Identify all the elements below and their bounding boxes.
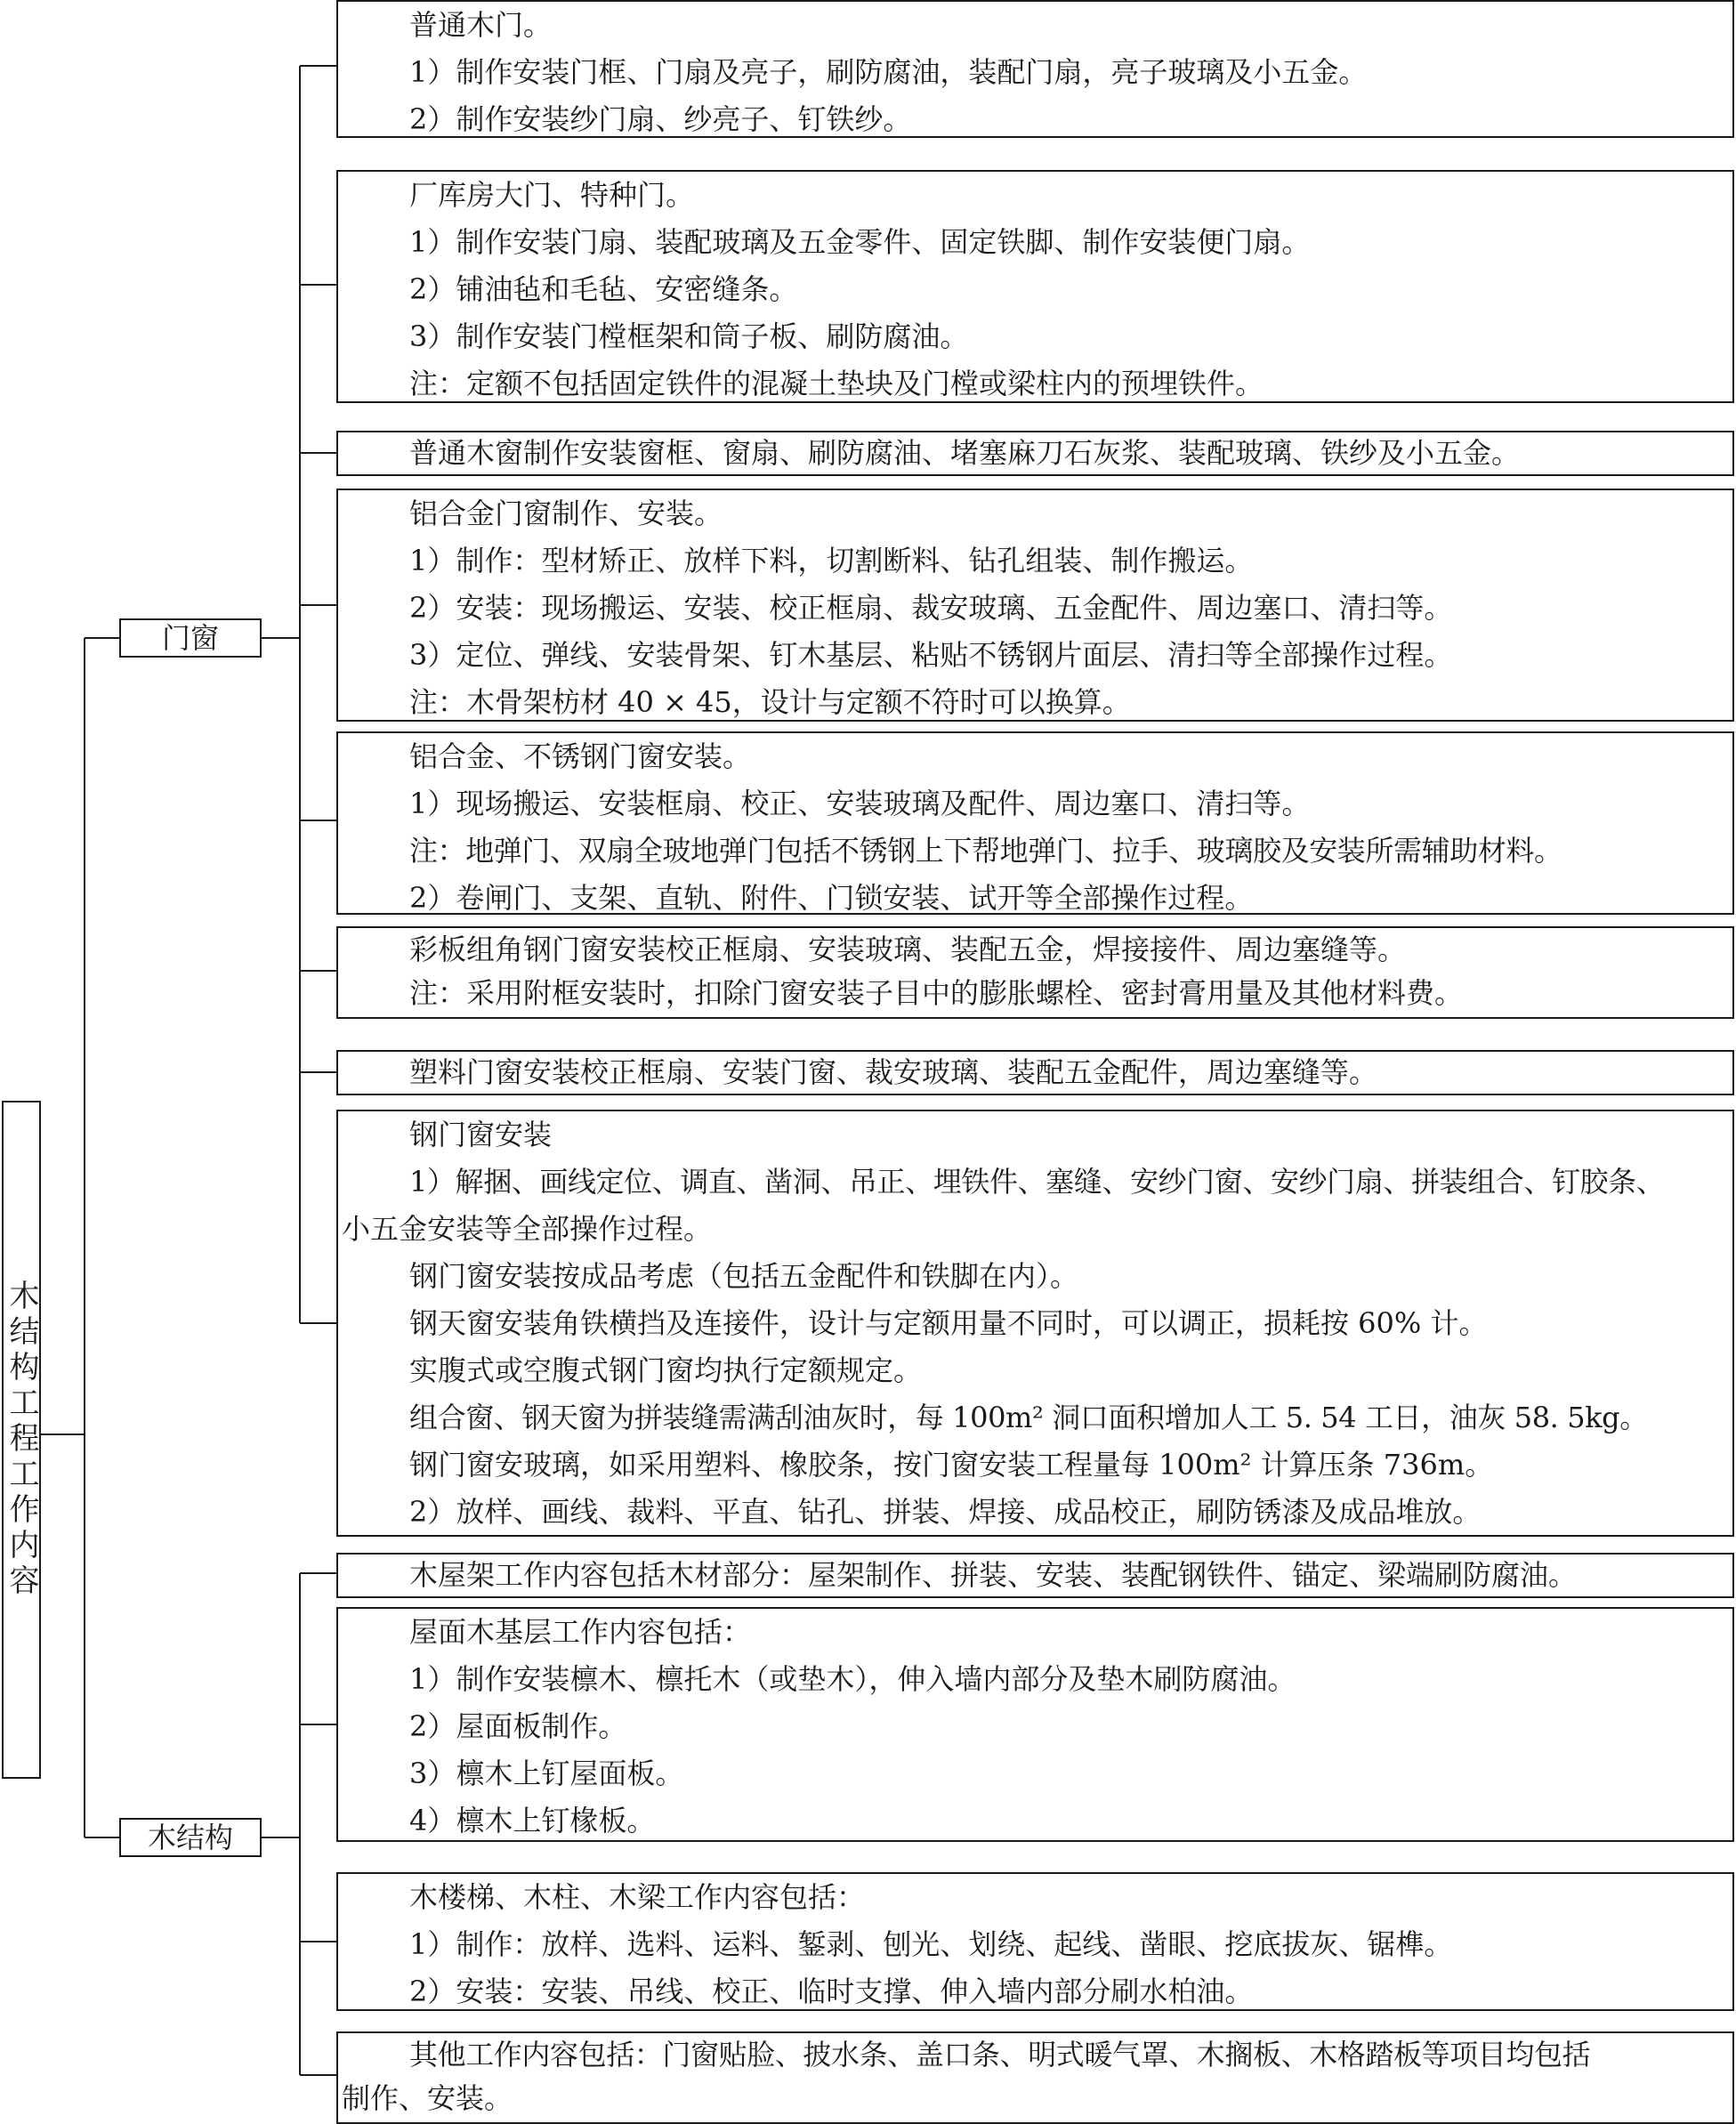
- item-wood-truss: [336, 1553, 1734, 1598]
- item-line: 其他工作内容包括：门窗贴脸、披水条、盖口条、明式暖气罩、木搁板、木格踏板等项目均包括: [409, 2038, 1591, 2072]
- item-line: 1）解捆、画线定位、调直、凿洞、吊正、埋铁件、塞缝、安纱门窗、安纱门扇、拼装组合、钉胶条、: [409, 1165, 1665, 1199]
- item-line: 厂库房大门、特种门。: [409, 178, 695, 212]
- root-connector: [41, 638, 119, 1837]
- item-line: 屋面木基层工作内容包括：: [409, 1615, 752, 1649]
- item-line: 组合窗、钢天窗为拼装缝需满刮油灰时，每 100m² 洞口面积增加人工 5. 54 工日，油灰 58. 5kg。: [409, 1401, 1648, 1434]
- item-line: 注：定额不包括固定铁件的混凝土垫块及门樘或梁柱内的预埋铁件。: [409, 367, 1264, 400]
- item-line: 1）制作安装门框、门扇及亮子，刷防腐油，装配门扇，亮子玻璃及小五金。: [409, 55, 1368, 89]
- root-node: [2, 1101, 41, 1779]
- item-line: 1）制作安装檩木、檩托木（或垫木），伸入墙内部分及垫木刷防腐油。: [409, 1662, 1296, 1696]
- item-aluminum-door-window: [336, 489, 1734, 722]
- item-line: 1）制作：型材矫正、放样下料，切割断料、钻孔组装、制作搬运。: [409, 544, 1254, 577]
- category-wood-structure: 木结构: [119, 1818, 262, 1857]
- item-line: 1）制作安装门扇、装配玻璃及五金零件、固定铁脚、制作安装便门扇。: [409, 225, 1311, 259]
- root-label: 木结构工程工作内容: [4, 1280, 39, 1600]
- item-line: 钢天窗安装角铁横挡及连接件，设计与定额用量不同时，可以调正，损耗按 60% 计。: [409, 1306, 1488, 1340]
- item-line: 1）现场搬运、安装框扇、校正、安装玻璃及配件、周边塞口、清扫等。: [409, 787, 1311, 820]
- item-line: 注：地弹门、双扇全玻地弹门包括不锈钢上下帮地弹门、拉手、玻璃胶及安装所需辅助材料。: [409, 834, 1562, 868]
- item-line: 2）安装：现场搬运、安装、校正框扇、裁安玻璃、五金配件、周边塞口、清扫等。: [409, 591, 1453, 625]
- item-line: 注：木骨架枋材 40 × 45，设计与定额不符时可以换算。: [409, 685, 1131, 719]
- item-ordinary-wood-window: [336, 431, 1734, 476]
- item-line: 2）铺油毡和毛毡、安密缝条。: [409, 272, 798, 306]
- item-ordinary-wood-door: [336, 0, 1734, 138]
- item-line: 注：采用附框安装时，扣除门窗安装子目中的膨胀螺栓、密封膏用量及其他材料费。: [409, 976, 1464, 1010]
- item-line: 木楼梯、木柱、木梁工作内容包括：: [409, 1880, 866, 1914]
- item-line: 塑料门窗安装校正框扇、安装门窗、裁安玻璃、装配五金配件，周边塞缝等。: [409, 1055, 1378, 1089]
- item-warehouse-door: [336, 170, 1734, 403]
- item-other-work: [336, 2031, 1734, 2124]
- door-window-branch: [262, 66, 336, 1323]
- item-line: 3）定位、弹线、安装骨架、钉木基层、粘贴不锈钢片面层、清扫等全部操作过程。: [409, 638, 1453, 672]
- item-wood-stair-column-beam: [336, 1872, 1734, 2011]
- item-line: 普通木窗制作安装窗框、窗扇、刷防腐油、堵塞麻刀石灰浆、装配玻璃、铁纱及小五金。: [409, 436, 1521, 470]
- item-line: 3）檩木上钉屋面板。: [409, 1757, 684, 1790]
- item-line: 钢门窗安装按成品考虑（包括五金配件和铁脚在内）。: [409, 1259, 1079, 1293]
- item-line: 铝合金、不锈钢门窗安装。: [409, 739, 752, 773]
- item-roof-wood-base: [336, 1607, 1734, 1842]
- item-line: 4）檩木上钉椽板。: [409, 1804, 656, 1837]
- item-line: 1）制作：放样、选料、运料、錾剥、刨光、划绕、起线、凿眼、挖底拔灰、锯榫。: [409, 1927, 1453, 1961]
- item-line: 木屋架工作内容包括木材部分：屋架制作、拼装、安装、装配钢铁件、锚定、梁端刷防腐油。: [409, 1558, 1578, 1592]
- item-line: 实腹式或空腹式钢门窗均执行定额规定。: [409, 1353, 923, 1387]
- item-line: 3）制作安装门樘框架和筒子板、刷防腐油。: [409, 319, 969, 353]
- item-line: 2）放样、画线、裁料、平直、钻孔、拼装、焊接、成品校正，刷防锈漆及成品堆放。: [409, 1495, 1482, 1529]
- item-color-steel-door-window: [336, 926, 1734, 1019]
- item-steel-door-window: [336, 1110, 1734, 1537]
- item-line: 钢门窗安玻璃，如采用塑料、橡胶条，按门窗安装工程量每 100m² 计算压条 736m。: [409, 1448, 1494, 1482]
- item-line: 制作、安装。: [342, 2081, 513, 2115]
- item-line: 2）安装：安装、吊线、校正、临时支撑、伸入墙内部分刷水柏油。: [409, 1975, 1254, 2008]
- item-line: 2）卷闸门、支架、直轨、附件、门锁安装、试开等全部操作过程。: [409, 881, 1254, 915]
- wood-structure-branch: [262, 1573, 336, 2075]
- item-line: 普通木门。: [409, 8, 553, 42]
- item-line: 铝合金门窗制作、安装。: [409, 497, 723, 530]
- item-line: 2）制作安装纱门扇、纱亮子、钉铁纱。: [409, 102, 912, 136]
- item-stainless-door-window: [336, 731, 1734, 915]
- item-line: 彩板组角钢门窗安装校正框扇、安装玻璃、装配五金，焊接接件、周边塞缝等。: [409, 933, 1407, 966]
- item-plastic-door-window: [336, 1050, 1734, 1095]
- item-line: 钢门窗安装: [409, 1118, 553, 1151]
- item-line: 2）屋面板制作。: [409, 1709, 627, 1743]
- category-door-window: 门窗: [119, 618, 262, 658]
- item-line: 小五金安装等全部操作过程。: [342, 1212, 713, 1246]
